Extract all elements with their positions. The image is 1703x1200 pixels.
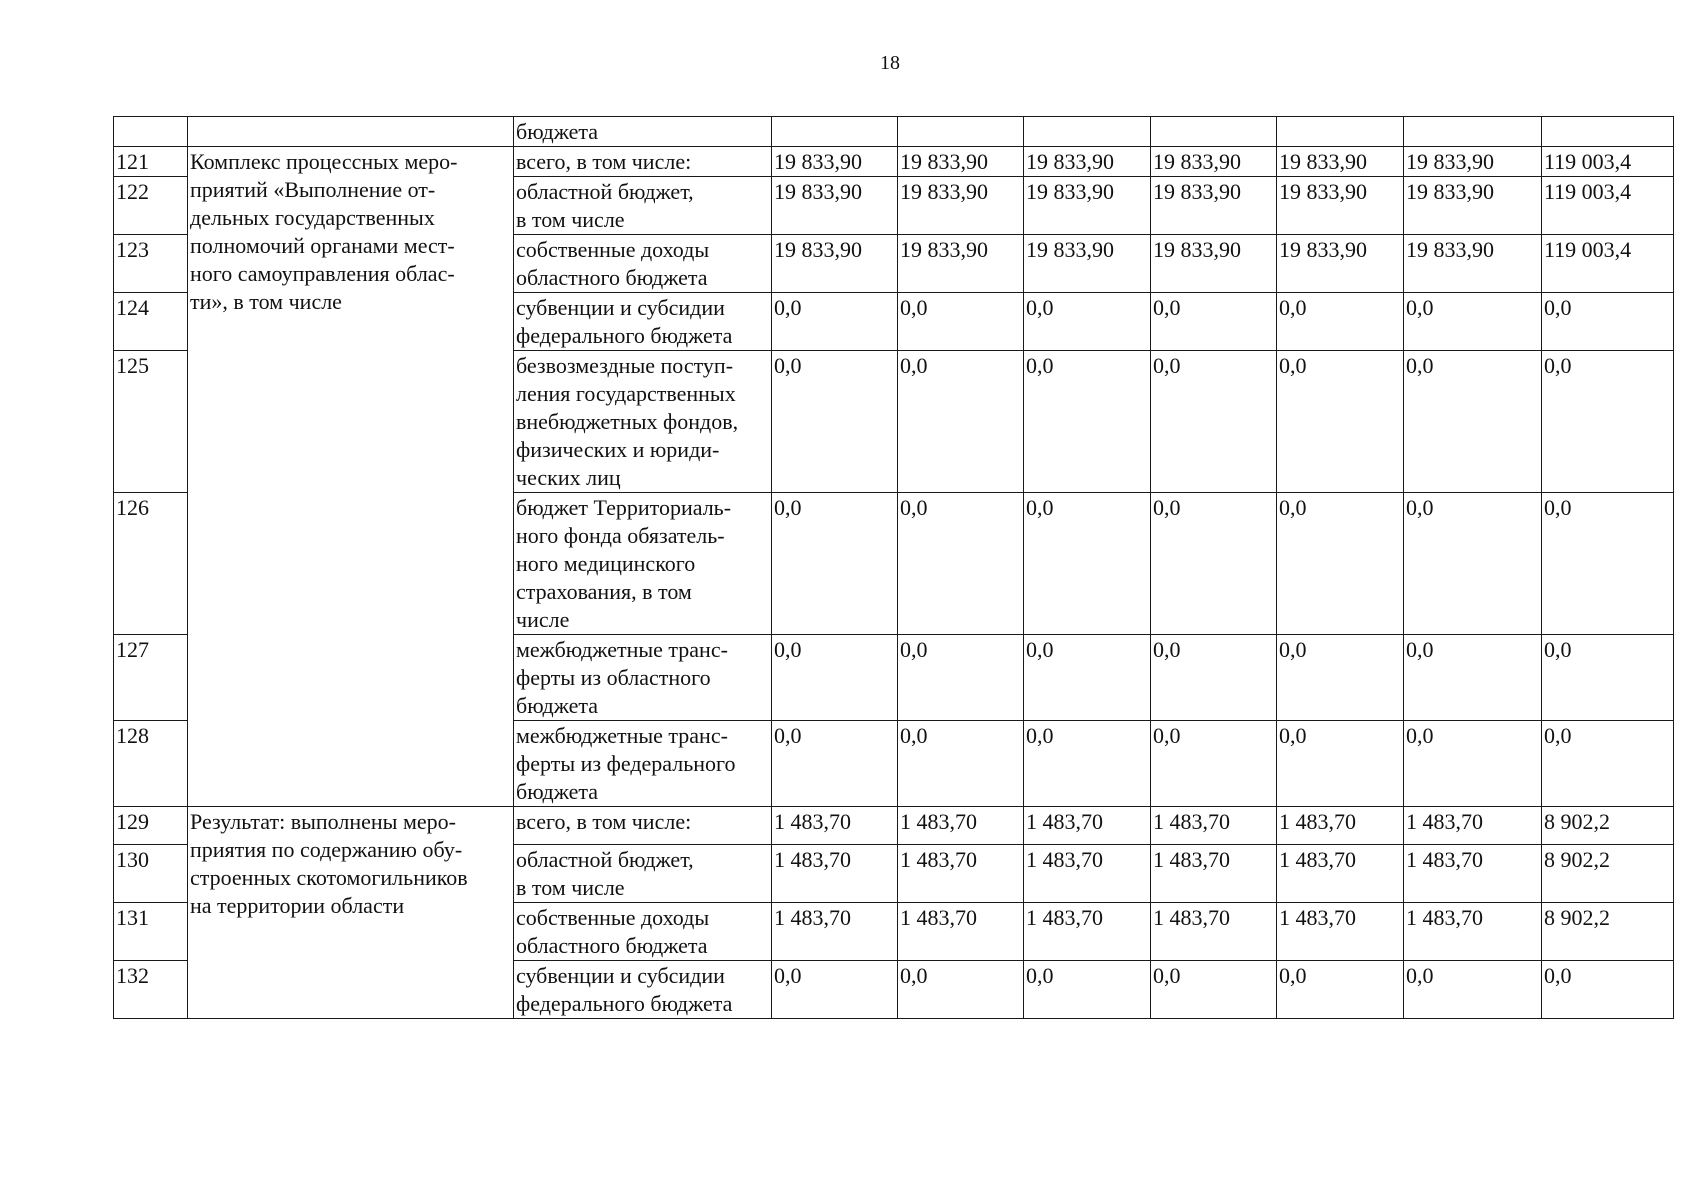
value-cell: 0,0 bbox=[1277, 961, 1404, 1019]
value-cell: 1 483,70 bbox=[1404, 807, 1542, 845]
group-title bbox=[188, 117, 514, 147]
value-cell: 19 833,90 bbox=[1151, 235, 1277, 293]
value-cell: 119 003,4 bbox=[1542, 177, 1674, 235]
value-cell: 0,0 bbox=[898, 635, 1024, 721]
value-cell: 19 833,90 bbox=[1151, 147, 1277, 177]
value-cell: 0,0 bbox=[898, 351, 1024, 493]
value-cell: 1 483,70 bbox=[772, 903, 898, 961]
value-cell: 0,0 bbox=[898, 493, 1024, 635]
value-cell: 1 483,70 bbox=[1151, 845, 1277, 903]
value-cell: 1 483,70 bbox=[898, 807, 1024, 845]
value-cell: 0,0 bbox=[1542, 351, 1674, 493]
funding-source: всего, в том числе: bbox=[514, 807, 772, 845]
value-cell: 0,0 bbox=[1024, 293, 1151, 351]
value-cell: 0,0 bbox=[1542, 721, 1674, 807]
value-cell: 1 483,70 bbox=[1024, 903, 1151, 961]
funding-source: всего, в том числе: bbox=[514, 147, 772, 177]
value-cell: 1 483,70 bbox=[772, 845, 898, 903]
value-cell: 0,0 bbox=[1024, 721, 1151, 807]
table-row bbox=[114, 807, 1674, 845]
value-cell: 0,0 bbox=[772, 635, 898, 721]
value-cell: 19 833,90 bbox=[1277, 235, 1404, 293]
value-cell: 0,0 bbox=[1024, 961, 1151, 1019]
value-cell: 8 902,2 bbox=[1542, 845, 1674, 903]
funding-source: бюджет Территориаль- ного фонда обязатель- ного медицинского страхования, в том числе bbox=[514, 493, 772, 635]
value-cell: 0,0 bbox=[1277, 635, 1404, 721]
value-cell: 19 833,90 bbox=[1277, 147, 1404, 177]
value-cell: 0,0 bbox=[898, 721, 1024, 807]
value-cell: 0,0 bbox=[772, 721, 898, 807]
value-cell: 0,0 bbox=[1404, 721, 1542, 807]
value-cell: 19 833,90 bbox=[1277, 177, 1404, 235]
value-cell: 0,0 bbox=[1404, 351, 1542, 493]
value-cell: 1 483,70 bbox=[1024, 807, 1151, 845]
row-number: 127 bbox=[114, 635, 188, 721]
value-cell: 0,0 bbox=[1542, 635, 1674, 721]
value-cell: 19 833,90 bbox=[898, 235, 1024, 293]
row-number: 121 bbox=[114, 147, 188, 177]
group-title: Результат: выполнены меро- приятия по содержанию обу- строенных скотомогильников на территории области bbox=[188, 807, 514, 1019]
value-cell: 0,0 bbox=[1151, 961, 1277, 1019]
value-cell: 0,0 bbox=[1404, 961, 1542, 1019]
row-number: 126 bbox=[114, 493, 188, 635]
value-cell: 0,0 bbox=[1151, 351, 1277, 493]
funding-source: межбюджетные транс- ферты из областного бюджета bbox=[514, 635, 772, 721]
funding-source: собственные доходы областного бюджета bbox=[514, 903, 772, 961]
row-number: 124 bbox=[114, 293, 188, 351]
value-cell: 1 483,70 bbox=[1277, 845, 1404, 903]
value-cell: 0,0 bbox=[1277, 493, 1404, 635]
value-cell bbox=[772, 117, 898, 147]
budget-table bbox=[113, 116, 1674, 1019]
value-cell: 0,0 bbox=[772, 961, 898, 1019]
value-cell: 0,0 bbox=[1542, 961, 1674, 1019]
value-cell: 8 902,2 bbox=[1542, 807, 1674, 845]
value-cell bbox=[1404, 117, 1542, 147]
value-cell: 19 833,90 bbox=[772, 177, 898, 235]
value-cell: 0,0 bbox=[1151, 635, 1277, 721]
row-number: 125 bbox=[114, 351, 188, 493]
value-cell: 1 483,70 bbox=[772, 807, 898, 845]
funding-source: субвенции и субсидии федерального бюджета bbox=[514, 961, 772, 1019]
value-cell: 0,0 bbox=[1024, 493, 1151, 635]
funding-source: областной бюджет, в том числе bbox=[514, 845, 772, 903]
funding-source: субвенции и субсидии федерального бюджета bbox=[514, 293, 772, 351]
table-row-continuation bbox=[114, 117, 1674, 147]
value-cell: 19 833,90 bbox=[1151, 177, 1277, 235]
value-cell: 1 483,70 bbox=[1404, 903, 1542, 961]
value-cell: 1 483,70 bbox=[1404, 845, 1542, 903]
value-cell: 19 833,90 bbox=[1024, 177, 1151, 235]
value-cell: 1 483,70 bbox=[1024, 845, 1151, 903]
row-number: 123 bbox=[114, 235, 188, 293]
value-cell: 0,0 bbox=[1277, 293, 1404, 351]
row-number: 128 bbox=[114, 721, 188, 807]
funding-source: межбюджетные транс- ферты из федерального бюджета bbox=[514, 721, 772, 807]
table-body bbox=[114, 117, 1674, 1019]
value-cell bbox=[1024, 117, 1151, 147]
value-cell: 0,0 bbox=[1542, 293, 1674, 351]
value-cell: 0,0 bbox=[1404, 635, 1542, 721]
value-cell: 1 483,70 bbox=[898, 845, 1024, 903]
value-cell: 1 483,70 bbox=[1277, 903, 1404, 961]
page-number: 18 bbox=[880, 52, 900, 74]
value-cell: 19 833,90 bbox=[1404, 235, 1542, 293]
value-cell: 19 833,90 bbox=[898, 147, 1024, 177]
value-cell: 19 833,90 bbox=[772, 235, 898, 293]
row-number: 132 bbox=[114, 961, 188, 1019]
funding-source: бюджета bbox=[514, 117, 772, 147]
value-cell bbox=[1151, 117, 1277, 147]
value-cell: 0,0 bbox=[898, 961, 1024, 1019]
value-cell bbox=[898, 117, 1024, 147]
value-cell: 0,0 bbox=[772, 351, 898, 493]
value-cell: 19 833,90 bbox=[1404, 177, 1542, 235]
value-cell bbox=[1542, 117, 1674, 147]
funding-source: областной бюджет, в том числе bbox=[514, 177, 772, 235]
row-number: 129 bbox=[114, 807, 188, 845]
value-cell: 0,0 bbox=[772, 293, 898, 351]
value-cell: 0,0 bbox=[1151, 493, 1277, 635]
value-cell: 0,0 bbox=[772, 493, 898, 635]
table-row bbox=[114, 147, 1674, 177]
value-cell: 1 483,70 bbox=[1151, 903, 1277, 961]
value-cell: 0,0 bbox=[1542, 493, 1674, 635]
value-cell: 19 833,90 bbox=[1024, 147, 1151, 177]
row-number: 122 bbox=[114, 177, 188, 235]
row-number: 130 bbox=[114, 845, 188, 903]
value-cell: 19 833,90 bbox=[772, 147, 898, 177]
value-cell: 0,0 bbox=[898, 293, 1024, 351]
value-cell: 0,0 bbox=[1151, 721, 1277, 807]
value-cell: 1 483,70 bbox=[1277, 807, 1404, 845]
value-cell bbox=[1277, 117, 1404, 147]
value-cell: 0,0 bbox=[1024, 635, 1151, 721]
value-cell: 0,0 bbox=[1404, 293, 1542, 351]
value-cell: 1 483,70 bbox=[898, 903, 1024, 961]
value-cell: 0,0 bbox=[1151, 293, 1277, 351]
value-cell: 0,0 bbox=[1277, 351, 1404, 493]
value-cell: 19 833,90 bbox=[1024, 235, 1151, 293]
value-cell: 119 003,4 bbox=[1542, 235, 1674, 293]
row-number bbox=[114, 117, 188, 147]
funding-source: безвозмездные поступ- ления государственных внебюджетных фондов, физических и юриди- ческих лиц bbox=[514, 351, 772, 493]
value-cell: 19 833,90 bbox=[1404, 147, 1542, 177]
group-title: Комплекс процессных меро- приятий «Выполнение от- дельных государственных полномочий органами мест- ного самоуправления облас- ти», в том числе bbox=[188, 147, 514, 807]
row-number: 131 bbox=[114, 903, 188, 961]
value-cell: 0,0 bbox=[1277, 721, 1404, 807]
value-cell: 0,0 bbox=[1404, 493, 1542, 635]
value-cell: 19 833,90 bbox=[898, 177, 1024, 235]
value-cell: 8 902,2 bbox=[1542, 903, 1674, 961]
value-cell: 119 003,4 bbox=[1542, 147, 1674, 177]
value-cell: 0,0 bbox=[1024, 351, 1151, 493]
value-cell: 1 483,70 bbox=[1151, 807, 1277, 845]
funding-source: собственные доходы областного бюджета bbox=[514, 235, 772, 293]
